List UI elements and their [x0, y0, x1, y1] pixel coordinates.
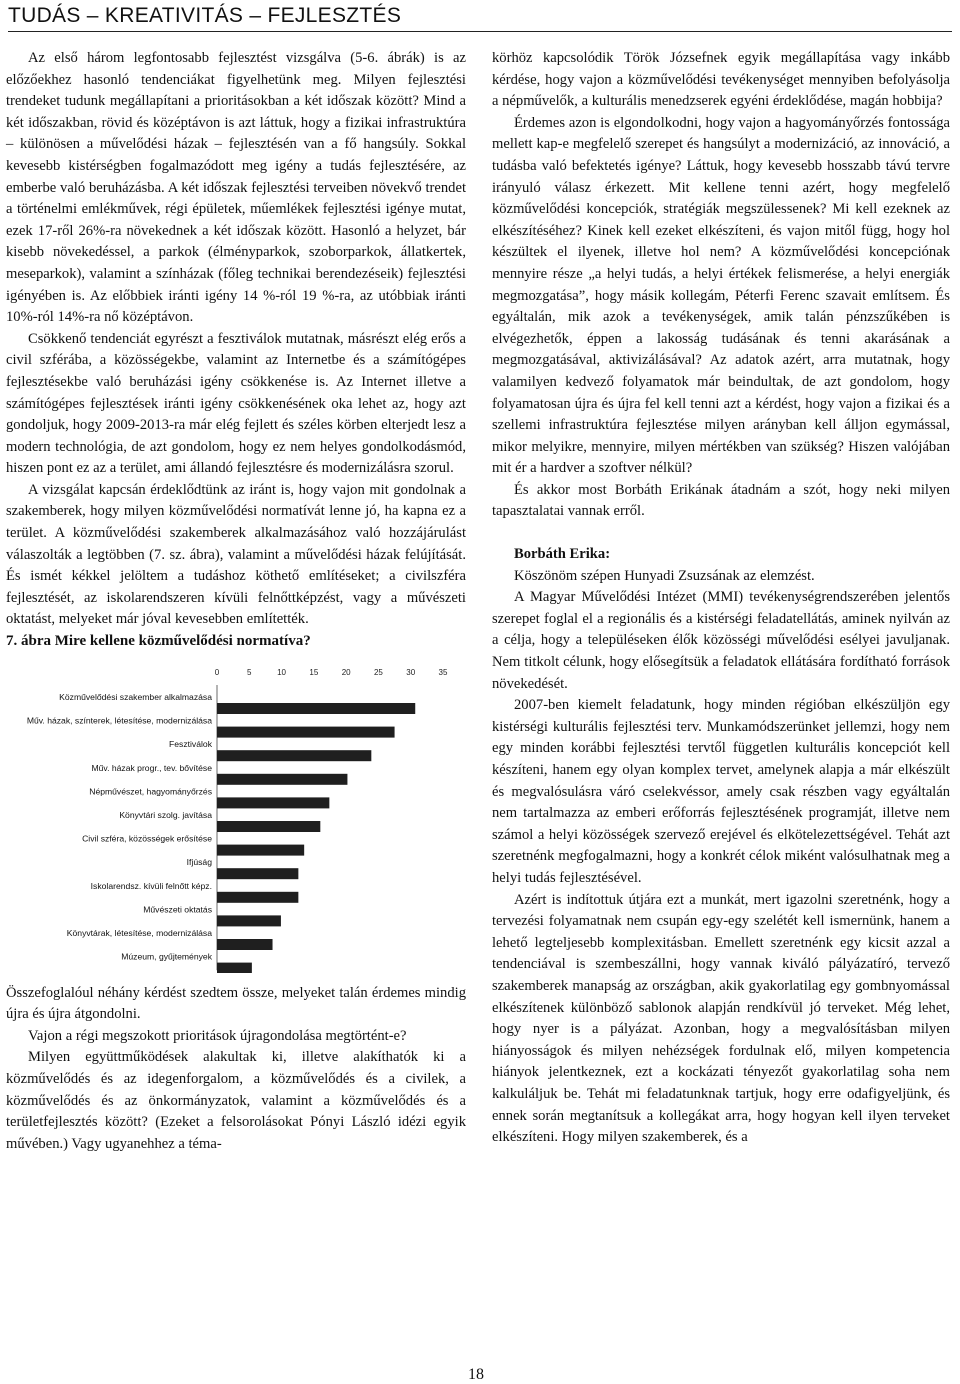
category-label: Könyvtári szolg. javítása	[119, 809, 212, 820]
paragraph: Az első három legfontosabb fejlesztést vizsgálva (5-6. ábrák) is az előzőekhez hasonló tendenciákat figyelhetünk meg. Milyen fejlesztési trendeket tudunk megállapítani a prioritásokban a két időszak között? Mind a két időszakban, rövid és középtávon is azt láttuk, hogy a fizikai infrastruktúra – különösen a művelődési házak – fejlesztésén van a fő hangsúly. Sokkal kevesebb kistérségben fogalmazódott meg igény a tudás fejlesztésére, az emberbe való beruházásba. A két időszak fejlesztési terveiben növekvő trendet a történelmi emlékművek, régi épületek, műemlékek fejlesztési igénye mutat, ezek 17-ről 26%-ra növekednek a két időszak között. Hasonló a helyzet, bár kisebb növekedéssel, a parkok (élményparkok, szoborparkok, állatkertek, meseparkok), valamint a színházak (főleg technikai berendezéseik) fejlesztési igényében is. Az előbbiek iránti igény 14 %-ról 19 %-ra, az utóbbiak iránti 10%-ról 14%-ra nő középtávon.	[6, 50, 466, 326]
paragraph: Csökkenő tendenciát egyrészt a fesztiválok mutatnak, másrészt elég erős a civil szférába, a közösségekbe, valamint az Internetbe és a számítógépes fejlesztésekbe való beruházási igény csökkenése is. Az Internet illetve a számítógépes fejlesztések iránti igény csökkenésének oka lehet az, hogy azt gondoljuk, hogy 2009-2013-ra már elég fejlett és széles körben elterjedt lesz a modern technológia, de azt gondolom, hogy ez nem helyes gondolkodásmód, hiszen pont ez az a terület, ami állandó fejlesztésre és modernizálásra szorul.	[6, 330, 466, 477]
bar-chart-svg	[6, 653, 466, 973]
speaker-name: Borbáth Erika:	[514, 546, 611, 563]
category-label: Könyvtárak, létesítése, modernizálása	[66, 927, 212, 938]
bar	[217, 868, 298, 879]
paragraph: körhöz kapcsolódik Török Józsefnek egyik megállapítása vagy inkább kérdése, hogy vajon a közművelődési tevékenységet mennyiben befolyásolja a népművelők, a kulturális menedzserek egyéni érdeklődése, magán hobbija?	[492, 50, 950, 110]
left-column	[6, 48, 466, 1155]
running-head-title: TUDÁS – KREATIVITÁS – FEJLESZTÉS	[8, 4, 952, 32]
bar	[217, 821, 320, 832]
category-label: Iskolarendsz. kívüli felnőtt képz.	[90, 880, 212, 891]
x-tick-label: 20	[341, 667, 351, 677]
paragraph: Köszönöm szépen Hunyadi Zsuzsának az elemzést.	[514, 567, 815, 584]
x-tick-label: 5	[247, 667, 252, 677]
bar	[217, 750, 371, 761]
bar	[217, 844, 304, 855]
paragraph: A vizsgálat kapcsán érdeklődtünk az iránt is, hogy vajon mit gondolnak a szakemberek, hogy milyen közművelődési normatívát lenne jó, ha kapna ez a terület. A közművelődési szakemberek alkalmazásához való hozzájárulást válaszolták a legtöbben (7. sz. ábra), valamint a művelődési házak felújítását. És ismét kékkel jelöltem a tudáshoz köthető említéseket; a civilszféra fejlesztését, az iskolarendszeren kívüli felnőttképzést, vagy a művészeti oktatást, melyeket már jóval kevesebben említették.	[6, 481, 466, 628]
category-label: Múzeum, gyűjtemények	[121, 951, 212, 962]
category-label: Ifjúság	[186, 856, 212, 867]
category-label: Műv. házak progr., tev. bővítése	[91, 762, 212, 773]
category-label: Közművelődési szakember alkalmazása	[59, 691, 212, 702]
x-tick-label: 10	[277, 667, 287, 677]
category-label: Művészeti oktatás	[143, 904, 212, 915]
x-tick-label: 30	[406, 667, 416, 677]
paragraph: Összefoglalóul néhány kérdést szedtem össze, melyeket talán érdemes mindig újra és újra átgondolni.	[6, 984, 466, 1023]
bar-chart	[6, 653, 466, 973]
bar	[217, 891, 298, 902]
category-label: Műv. házak, színterek, létesítése, modernizálása	[26, 715, 212, 726]
right-column	[492, 48, 950, 1149]
bar	[217, 915, 281, 926]
page-number: 18	[468, 1366, 484, 1383]
x-tick-label: 0	[214, 667, 220, 677]
paragraph: Érdemes azon is elgondolkodni, hogy vajon a hagyományőrzés fontossága mellett kap-e megfelelő szerepet és hangsúlyt a modernizáció, az innováció, a tudásba való befektetés igénye? Láttuk, hogy kevesebb hosszabb távú tervre irányuló válasz érkezett. Mit kellene tenni azért, hogy megfelelő közművelődési koncepciók, stratégiák megszülessenek? Mi kell ezeknek az elkészítéséhez? Kinek kell ezeket elkészíteni, és vajon mitől függ, hogy hol készültek el ilyenek, illetve hol nem? A közművelődési koncepciónak mennyire része „a helyi tudás, a helyi értékek felismerése, a helyi energiák megmozgatása”, hogy másik kollegám, Péterfi Ferenc szavait említsem. És egyáltalán, mik azok a tevékenységek, amik talán pénzszűkében is elvégezhetők, éppen a lakosság tudásának és tenni akarásának a megmozgatásával, aktivizálásával? Az adatok azért, arra mutatnak, hogy valamilyen kedvező folyamatok már beindultak, de azt gondolom, hogy folyamatosan újra és újra fel kell tenni azt a kérdést, hogy vajon a fizikai és a szellemi infrastruktúra fejlesztése milyen arányban kell álljon egymással, mikor melyikre, mennyire, milyen mértékben van szükség? Hiszen valójában mit ér a hardver a szoftver nélkül?	[492, 114, 950, 477]
paragraph: Milyen együttműködések alakultak ki, illetve alakíthatók ki a közművelődés és az idegenforgalom, a közművelődés és a civilek, a közművelődés és az önkormányzatok, valamint a közművelődés és a területfejlesztés között? (Ezeket a felsorolásokat Pónyi László idézi egyik művében.) Vagy ugyanehhez a téma-	[6, 1049, 466, 1152]
bar	[217, 703, 415, 714]
category-label: Népművészet, hagyományőrzés	[89, 786, 212, 797]
bar	[217, 962, 252, 972]
paragraph: Azért is indítottuk útjára ezt a munkát, mert igazolni szeretnénk, hogy a tervezési folyamatnak nem csupán egy-egy szelétét kell ismernünk, hanem a lehető legteljesebb komplexitásban. Emellett szeretnénk egy kicsit azzal a tendenciával is szembeszállni, hogy vannak kiváló pályázatíró, tervező szakemberek manapság az országban, akik gyakorlatilag egy gombnyomással elkészítenek különböző sablonok alapján rendkívül jó terveket. Még lehet, hogy nyer is a pályázat. Azonban, hogy a megvalósításban milyen hiányosságok és milyen nehézségek fordulnak elő, milyen kompetencia hiányok jelentkeznek, ezt a kockázati tényezőt gyakorlatilag soha nem kalkuláljuk be. Tehát mi feladatunknak tartjuk, hogy erre odafigyeljünk, és ennek során megtanítsuk a kollegákat arra, hogy hogyan kell ilyen terveket elkészíteni. Hogy milyen szakemberek, és a	[492, 891, 950, 1146]
bar	[217, 939, 273, 950]
category-label: Civil szféra, közösségek erősítése	[82, 833, 212, 844]
category-label: Fesztiválok	[169, 738, 212, 749]
paragraph: Vajon a régi megszokott prioritások újragondolása megtörtént-e?	[28, 1027, 407, 1044]
paragraph: A Magyar Művelődési Intézet (MMI) tevékenységrendszerében jelentős szerepet foglal el a regionális és a kistérségi feladatellátás, aminek nyilván az a célja, hogy a településeken élők közösségi művelődési esélyei javuljanak. Nem titkolt célunk, hogy elősegítsük a feladatok ellátására fordítható források növekedését.	[492, 589, 950, 692]
bar	[217, 773, 347, 784]
figure-title: 7. ábra Mire kellene közművelődési normatíva?	[6, 633, 311, 650]
x-tick-label: 25	[373, 667, 383, 677]
paragraph: 2007-ben kiemelt feladatunk, hogy minden régióban elkészüljön egy kistérségi kulturális fejlesztési terv. Munkamódszerünket jellemzi, hogy nem egy minden korábbi fejlesztési tervtől független kulturális koncepciót kell készíteni, hanem egy olyan komplex tervet, amelynek alapja a már elkészült és megvalósulásra váró cselekvéssor, amely csak részben vagy egyáltalán nem tartalmazza az emberi erőforrás fejlesztésének programját, illetve nem számol a helyi közösségek szervező erejével és elkötelezettségével. Tehát azt szeretnénk megfogalmazni, hogy a konkrét célok miként valósulhatnak meg a helyi tudás fejlesztésével.	[492, 697, 950, 886]
bar	[217, 797, 329, 808]
paragraph: És akkor most Borbáth Erikának átadnám a szót, hogy neki milyen tapasztalatai vannak erről.	[492, 481, 950, 520]
x-tick-label: 15	[309, 667, 319, 677]
bar	[217, 726, 395, 737]
x-tick-label: 35	[438, 667, 448, 677]
